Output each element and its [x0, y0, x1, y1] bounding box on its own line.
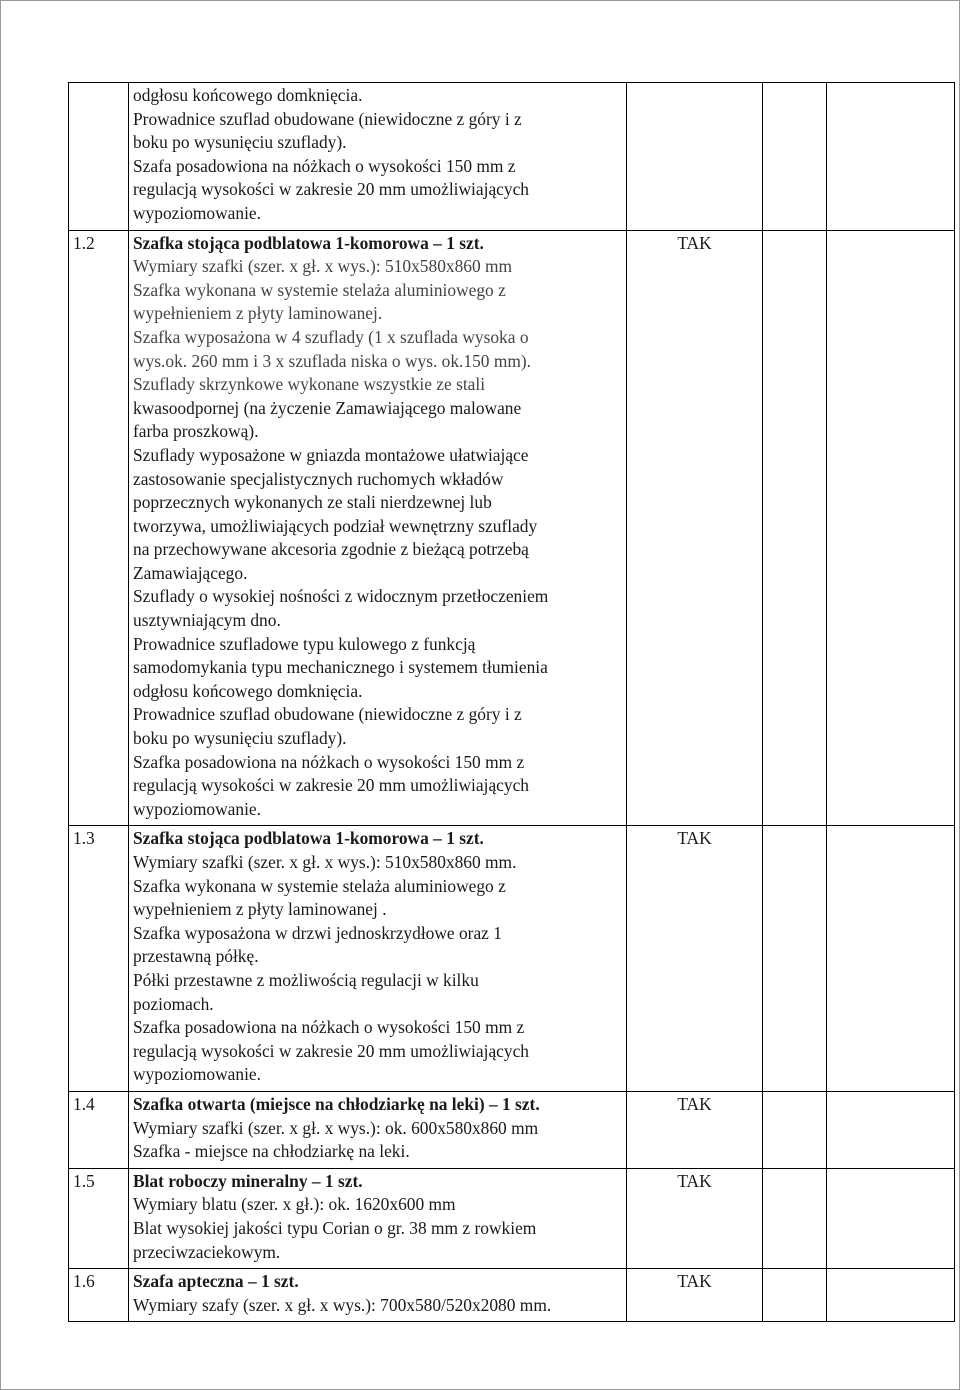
empty-cell: [827, 1168, 955, 1268]
item-description: [129, 1269, 627, 1322]
compliance-value: TAK: [677, 1170, 712, 1191]
description-line: Zamawiającego.: [133, 562, 248, 583]
description-line: wypoziomowanie.: [133, 202, 261, 223]
item-number-text: [73, 84, 128, 108]
table-row: [69, 230, 955, 826]
empty-cell: [827, 1091, 955, 1168]
item-title: Szafka stojąca podblatowa 1-komorowa – 1 szt.: [133, 828, 484, 849]
item-title: Blat roboczy mineralny – 1 szt.: [133, 1170, 363, 1191]
description-line: poprzecznych wykonanych ze stali nierdzewnej lub: [133, 492, 492, 513]
description-line: wypełnieniem z płyty laminowanej .: [133, 899, 387, 920]
compliance-cell: [627, 826, 763, 1092]
item-number: [69, 1269, 129, 1322]
description-line: regulacją wysokości w zakresie 20 mm umożliwiających: [133, 775, 529, 796]
compliance-cell: [627, 230, 763, 826]
description-line: odgłosu końcowego domknięcia.: [133, 85, 363, 105]
description-line: Blat wysokiej jakości typu Corian o gr. 38 mm z rowkiem: [133, 1217, 537, 1238]
description-line: Szafka posadowiona na nóżkach o wysokości 150 mm z: [133, 1017, 525, 1038]
item-number: [69, 1091, 129, 1168]
description-line: regulacją wysokości w zakresie 20 mm umożliwiających: [133, 1040, 529, 1061]
item-number: [69, 230, 129, 826]
description-line: Szafka wykonana w systemie stelaża aluminiowego z: [133, 279, 506, 300]
empty-cell: [827, 83, 955, 231]
item-number-text: 1.4: [73, 1093, 95, 1114]
table-row: [69, 826, 955, 1092]
description-line: wypoziomowanie.: [133, 1064, 261, 1085]
description-line: odgłosu końcowego domknięcia.: [133, 680, 363, 701]
item-number-text: 1.2: [73, 232, 95, 253]
description-line: Szuflady skrzynkowe wykonane wszystkie ze stali: [133, 374, 486, 395]
specification-table: [68, 82, 955, 1322]
description-line: zastosowanie specjalistycznych ruchomych wkładów: [133, 468, 504, 489]
empty-cell: [827, 230, 955, 826]
description-line: regulacją wysokości w zakresie 20 mm umożliwiających: [133, 179, 529, 200]
table-row: [69, 1168, 955, 1268]
item-number: [69, 826, 129, 1092]
empty-cell: [763, 1091, 827, 1168]
description-line: Szafka wyposażona w 4 szuflady (1 x szuflada wysoka o: [133, 326, 529, 347]
item-number-text: 1.3: [73, 828, 95, 849]
empty-cell: [827, 826, 955, 1092]
description-line: wypełnieniem z płyty laminowanej.: [133, 303, 383, 324]
description-line: tworzywa, umożliwiających podział wewnętrzny szuflady: [133, 515, 538, 536]
description-line: wypoziomowanie.: [133, 798, 261, 819]
item-number: [69, 83, 129, 231]
description-line: Szafka - miejsce na chłodziarkę na leki.: [133, 1141, 410, 1162]
description-line: Szafka wyposażona w drzwi jednoskrzydłowe oraz 1: [133, 922, 502, 943]
description-line: Szuflady wyposażone w gniazda montażowe ułatwiające: [133, 444, 529, 465]
description-line: kwasoodpornej (na życzenie Zamawiającego malowane: [133, 397, 522, 418]
empty-cell: [763, 230, 827, 826]
description-line: Prowadnice szuflad obudowane (niewidoczne z góry i z: [133, 108, 522, 129]
description-line: Szafka posadowiona na nóżkach o wysokości 150 mm z: [133, 751, 525, 772]
description-line: samodomykania typu mechanicznego i systemem tłumienia: [133, 657, 548, 678]
description-line: Szuflady o wysokiej nośności z widocznym przetłoczeniem: [133, 586, 549, 607]
item-number-text: 1.6: [73, 1271, 95, 1292]
compliance-cell: [627, 1269, 763, 1322]
description-line: Wymiary szafki (szer. x gł. x wys.): ok. 600x580x860 mm: [133, 1117, 539, 1138]
empty-cell: [763, 826, 827, 1092]
description-line: poziomach.: [133, 993, 214, 1014]
table-row: [69, 1091, 955, 1168]
specification-table-body: [69, 83, 955, 1322]
compliance-cell: [627, 83, 763, 231]
description-line: Półki przestawne z możliwością regulacji w kilku: [133, 969, 479, 990]
compliance-value: TAK: [677, 1271, 712, 1292]
compliance-cell: [627, 1168, 763, 1268]
item-description: [129, 826, 627, 1092]
description-line: Szafa posadowiona na nóżkach o wysokości 150 mm z: [133, 155, 516, 176]
item-title: Szafa apteczna – 1 szt.: [133, 1271, 299, 1292]
description-line: Wymiary szafki (szer. x gł. x wys.): 510x580x860 mm: [133, 256, 513, 277]
description-line: Wymiary szafki (szer. x gł. x wys.): 510x580x860 mm.: [133, 852, 517, 872]
compliance-value: TAK: [677, 828, 712, 849]
description-line: farba proszkową).: [133, 421, 259, 442]
description-line: Szafka wykonana w systemie stelaża aluminiowego z: [133, 875, 506, 896]
empty-cell: [827, 1269, 955, 1322]
description-line: boku po wysunięciu szuflady).: [133, 728, 347, 749]
empty-cell: [763, 1269, 827, 1322]
description-line: Wymiary blatu (szer. x gł.): ok. 1620x600 mm: [133, 1194, 456, 1215]
description-line: Prowadnice szuflad obudowane (niewidoczne z góry i z: [133, 704, 522, 725]
item-number: [69, 1168, 129, 1268]
description-line: wys.ok. 260 mm i 3 x szuflada niska o wys. ok.150 mm).: [133, 350, 532, 371]
compliance-cell: [627, 1091, 763, 1168]
item-description: [129, 83, 627, 231]
item-description: [129, 1091, 627, 1168]
description-line: przestawną półkę.: [133, 946, 259, 967]
compliance-value: TAK: [677, 232, 712, 253]
item-description: [129, 1168, 627, 1268]
table-row: [69, 1269, 955, 1322]
item-title: Szafka otwarta (miejsce na chłodziarkę na leki) – 1 szt.: [133, 1093, 540, 1114]
compliance-value: TAK: [677, 1093, 712, 1114]
description-line: na przechowywane akcesoria zgodnie z bieżącą potrzebą: [133, 539, 529, 560]
table-row: [69, 83, 955, 231]
description-line: Wymiary szafy (szer. x gł. x wys.): 700x580/520x2080 mm.: [133, 1294, 552, 1315]
item-number-text: 1.5: [73, 1170, 95, 1191]
description-line: usztywniającym dno.: [133, 610, 281, 631]
item-description: [129, 230, 627, 826]
empty-cell: [763, 1168, 827, 1268]
item-title: Szafka stojąca podblatowa 1-komorowa – 1 szt.: [133, 232, 484, 253]
description-line: boku po wysunięciu szuflady).: [133, 132, 347, 153]
description-line: Prowadnice szufladowe typu kulowego z funkcją: [133, 633, 476, 654]
compliance-value: [627, 84, 762, 108]
description-line: przeciwzaciekowym.: [133, 1241, 281, 1262]
empty-cell: [763, 83, 827, 231]
